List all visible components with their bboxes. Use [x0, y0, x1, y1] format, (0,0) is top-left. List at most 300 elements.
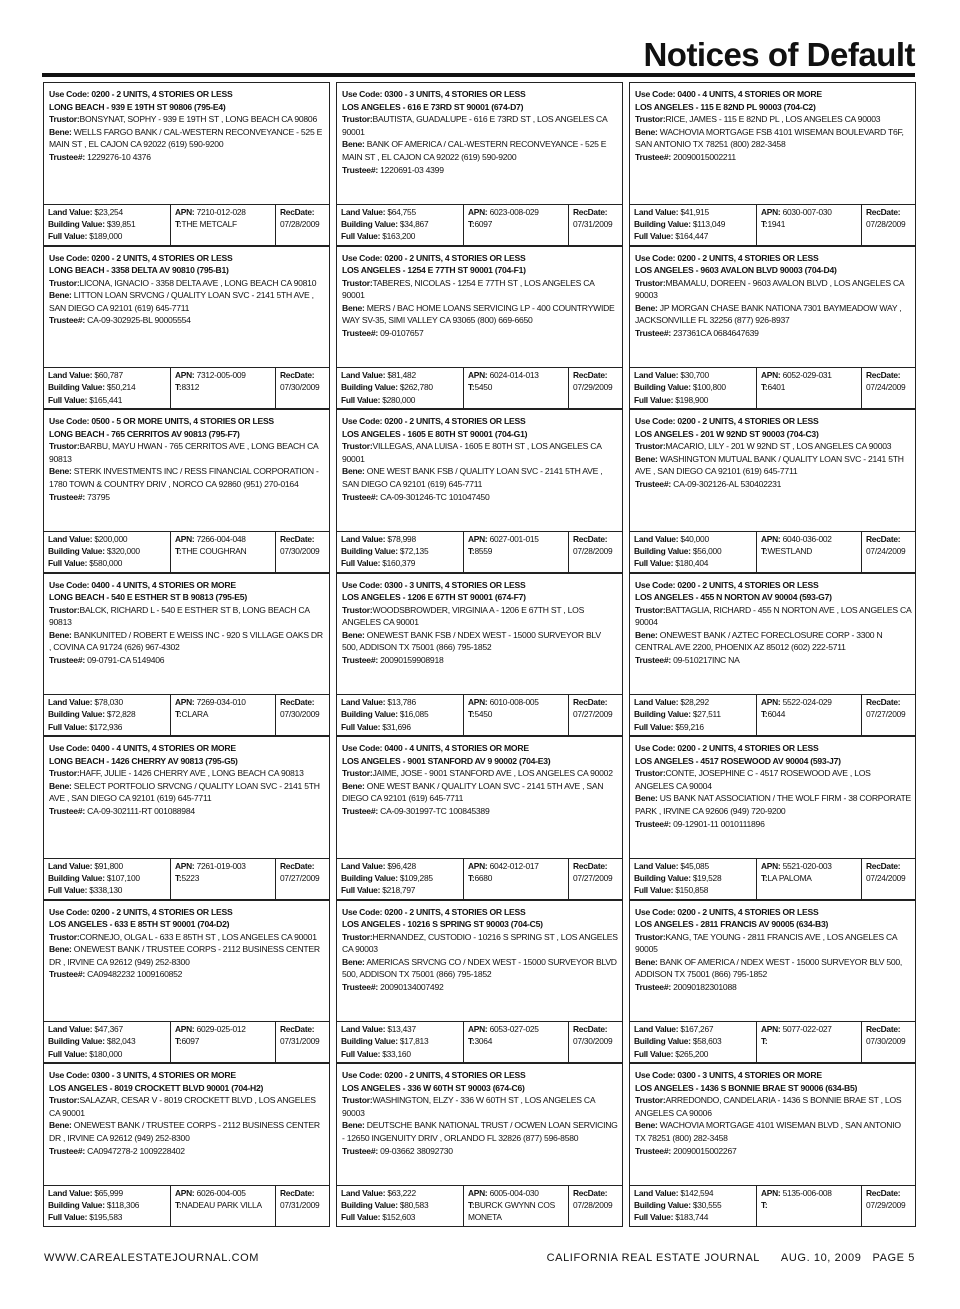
- bene-label: Bene:: [49, 944, 72, 955]
- tract-label: T:: [761, 1036, 768, 1047]
- bene-line: [49, 1119, 325, 1144]
- trustee-line: [49, 491, 325, 504]
- recdate-label: RecDate:: [866, 1024, 901, 1034]
- notice-heading: [342, 252, 618, 277]
- property-address: LOS ANGELES - 9603 AVALON BLVD 90003 (704-D4): [635, 265, 837, 276]
- trustor-label: Trustor:: [49, 441, 80, 452]
- tract-value: 5450: [474, 709, 493, 720]
- property-address: LONG BEACH - 1426 CHERRY AV 90813 (795-G5): [49, 755, 238, 766]
- tract-line: [761, 1035, 858, 1047]
- use-code: Use Code: 0200 - 2 UNITS, 4 STORIES OR LESS: [49, 906, 233, 917]
- full-value-line: [341, 557, 460, 569]
- property-address: LOS ANGELES - 336 W 60TH ST 90003 (674-C6): [342, 1082, 525, 1093]
- trustee-value: 09-0107657: [380, 328, 424, 339]
- values-row: [44, 204, 329, 245]
- trustee-line: [342, 491, 618, 504]
- trustee-line: [49, 654, 325, 667]
- recdate-column: [861, 1022, 915, 1062]
- notice-text: [44, 901, 329, 1022]
- apn-line: [761, 1187, 858, 1199]
- notice-card: [336, 246, 623, 410]
- recdate-value: 07/30/2009: [280, 709, 320, 720]
- full-value-label: Full Value:: [634, 231, 674, 242]
- bene-label: Bene:: [342, 780, 365, 791]
- apn-line: [175, 1023, 272, 1035]
- recdate-value: 07/24/2009: [866, 545, 906, 556]
- building-value: $109,285: [399, 872, 433, 883]
- trustee-line: [49, 805, 325, 818]
- apn-line: [175, 369, 272, 381]
- full-value-line: [341, 1211, 460, 1223]
- notice-heading: [49, 415, 325, 440]
- bene-value: BANK OF AMERICA / NDEX WEST - 15000 SURVEYOR BLV 500, ADDISON TX 75001 (866) 795-1852: [635, 956, 903, 980]
- trustee-label: Trustee#:: [342, 655, 378, 666]
- full-value: $59,216: [675, 721, 704, 732]
- notice-text: [44, 247, 329, 368]
- building-value-label: Building Value:: [341, 872, 398, 883]
- building-value-label: Building Value:: [341, 545, 398, 556]
- trustor-line: [342, 1094, 618, 1119]
- land-value: $91,800: [94, 860, 123, 871]
- notice-text: [44, 1064, 329, 1185]
- apn-line: [175, 1187, 272, 1199]
- full-value-line: [48, 557, 167, 569]
- values-row: [44, 1185, 329, 1226]
- trustor-label: Trustor:: [342, 931, 373, 942]
- notice-text: [630, 247, 915, 368]
- apn-label: APN:: [468, 697, 488, 707]
- recdate-label: RecDate:: [573, 206, 608, 217]
- full-value-line: [341, 230, 460, 242]
- tract-label: T:: [175, 872, 182, 883]
- values-row: [630, 367, 915, 408]
- footer-publication-info: CALIFORNIA REAL ESTATE JOURNAL AUG. 10, 2009 PAGE 5: [546, 1252, 915, 1264]
- building-value-label: Building Value:: [48, 709, 105, 720]
- land-value-line: [341, 696, 460, 708]
- trustor-line: [635, 113, 911, 126]
- trustor-label: Trustor:: [342, 441, 373, 452]
- recdate-label: RecDate:: [280, 1187, 315, 1198]
- building-value-line: [341, 218, 460, 230]
- land-value-label: Land Value:: [48, 370, 93, 380]
- property-address: LOS ANGELES - 1605 E 80TH ST 90001 (704-G1): [342, 428, 528, 439]
- building-value: $320,000: [106, 545, 140, 556]
- trustor-value: MBAMALU, DOREEN - 9603 AVALON BLVD , LOS ANGELES CA 90003: [635, 277, 904, 301]
- use-code: Use Code: 0400 - 4 UNITS, 4 STORIES OR MORE: [342, 743, 529, 753]
- tract-value: 5450: [474, 382, 493, 393]
- building-value-line: [634, 708, 753, 720]
- land-value-line: [634, 206, 753, 218]
- bene-label: Bene:: [342, 956, 365, 967]
- recdate-value: 07/27/2009: [573, 709, 613, 720]
- land-value-line: [48, 206, 167, 218]
- tract-label: T:: [468, 1199, 475, 1210]
- tract-value: 6044: [767, 709, 786, 720]
- trustor-line: [49, 1094, 325, 1119]
- trustor-label: Trustor:: [342, 768, 373, 779]
- building-value-line: [341, 872, 460, 884]
- recdate-value: 07/30/2009: [866, 1036, 906, 1047]
- bene-value: US BANK NAT ASSOCIATION / THE WOLF FIRM - 38 CORPORATE PARK , IRVINE CA 92606 (949) 720-9200: [635, 793, 911, 816]
- bene-value: ONEWEST BANK FSB / NDEX WEST - 15000 SURVEYOR BLV 500, ADDISON TX 75001 (866) 795-1852: [342, 629, 601, 653]
- full-value: $195,583: [89, 1212, 123, 1223]
- tract-value: WESTLAND: [767, 545, 813, 556]
- building-value: $19,528: [692, 872, 722, 883]
- notice-card: [336, 409, 623, 573]
- land-value: $78,998: [387, 533, 416, 544]
- building-value: $262,780: [399, 382, 433, 393]
- full-value-label: Full Value:: [634, 721, 674, 732]
- trustor-line: [49, 277, 325, 290]
- land-value-line: [48, 1187, 167, 1199]
- building-value: $50,214: [106, 382, 136, 393]
- building-value-line: [341, 1035, 460, 1047]
- bene-label: Bene:: [342, 1120, 365, 1131]
- trustee-label: Trustee#:: [49, 969, 85, 980]
- apn-column: [170, 695, 275, 735]
- tract-line: [468, 1199, 565, 1224]
- tract-line: [175, 545, 272, 557]
- values-column: [630, 859, 756, 899]
- tract-line: [761, 381, 858, 393]
- recdate-column: [275, 205, 329, 245]
- bene-value: ONEWEST BANK / TRUSTEE CORPS - 2112 BUSINESS CENTER DR , IRVINE CA 92612 (949) 252-8300: [49, 1120, 320, 1143]
- land-value-label: Land Value:: [634, 370, 679, 380]
- bene-value: STERK INVESTMENTS INC / RESS FINANCIAL CORPORATION - 1780 TOWN & COUNTRY DRIV , NORCO CA 92860 (951) 270-0164: [49, 466, 319, 489]
- recdate-label: RecDate:: [573, 533, 608, 544]
- apn-value: 6053-027-025: [489, 1024, 539, 1034]
- use-code: Use Code: 0200 - 2 UNITS, 4 STORIES OR LESS: [635, 416, 819, 426]
- values-row: [44, 694, 329, 735]
- values-column: [630, 532, 756, 572]
- apn-label: APN:: [468, 206, 488, 217]
- full-value-line: [634, 557, 753, 569]
- building-value: $100,800: [692, 382, 726, 393]
- recdate-column: [568, 205, 622, 245]
- property-address: LOS ANGELES - 1436 S BONNIE BRAE ST 90006 (634-B5): [635, 1082, 858, 1093]
- trustor-label: Trustor:: [49, 604, 80, 615]
- land-value: $23,254: [94, 206, 123, 217]
- building-value-label: Building Value:: [48, 1036, 105, 1047]
- tract-value: 5223: [181, 872, 200, 883]
- recdate-column: [275, 859, 329, 899]
- recdate-value: 07/28/2009: [573, 545, 613, 556]
- recdate-column: [275, 368, 329, 408]
- building-value-line: [634, 381, 753, 393]
- building-value-label: Building Value:: [48, 872, 105, 883]
- apn-line: [468, 696, 565, 708]
- trustor-label: Trustor:: [49, 114, 80, 125]
- full-value: $31,696: [382, 721, 411, 732]
- recdate-label: RecDate:: [866, 1187, 901, 1198]
- property-address: LOS ANGELES - 616 E 73RD ST 90001 (674-D7): [342, 101, 524, 112]
- notice-text: [630, 1064, 915, 1185]
- trustee-label: Trustee#:: [342, 1145, 378, 1156]
- bene-label: Bene:: [49, 629, 72, 640]
- bene-label: Bene:: [635, 956, 658, 967]
- apn-value: 6040-036-002: [782, 533, 832, 544]
- tract-line: [468, 545, 565, 557]
- tract-value: 3064: [474, 1036, 493, 1047]
- trustor-label: Trustor:: [49, 1095, 80, 1106]
- trustee-line: [342, 805, 618, 818]
- land-value-line: [634, 1187, 753, 1199]
- tract-line: [761, 218, 858, 230]
- property-address: LOS ANGELES - 8019 CROCKETT BLVD 90001 (704-H2): [49, 1082, 264, 1093]
- notice-text: [44, 83, 329, 204]
- recdate-value: 07/31/2009: [280, 1199, 320, 1210]
- land-value: $167,267: [680, 1024, 714, 1034]
- building-value-label: Building Value:: [634, 218, 691, 229]
- notice-heading: [635, 415, 911, 440]
- apn-label: APN:: [175, 1024, 195, 1034]
- building-value-label: Building Value:: [341, 218, 398, 229]
- notice-heading: [49, 742, 325, 767]
- land-value-line: [48, 533, 167, 545]
- full-value-line: [341, 721, 460, 733]
- land-value: $60,787: [94, 370, 123, 380]
- trustee-label: Trustee#:: [49, 655, 85, 666]
- building-value-line: [634, 218, 753, 230]
- property-address: LONG BEACH - 939 E 19TH ST 90806 (795-E4): [49, 101, 226, 112]
- trustor-line: [49, 767, 325, 780]
- full-value-label: Full Value:: [634, 558, 674, 569]
- full-value-label: Full Value:: [48, 1048, 88, 1059]
- bene-value: WACHOVIA MORTGAGE FSB 4101 WISEMAN BOULEVARD T6F, SAN ANTONIO TX 78251 (800) 282-3458: [635, 126, 904, 150]
- building-value-line: [634, 1035, 753, 1047]
- full-value-label: Full Value:: [634, 1212, 674, 1223]
- full-value-label: Full Value:: [48, 1212, 88, 1223]
- trustee-value: 1229276-10 4376: [87, 151, 151, 162]
- values-row: [337, 367, 622, 408]
- trustor-line: [49, 931, 325, 944]
- land-value-line: [634, 533, 753, 545]
- apn-line: [761, 206, 858, 218]
- notice-card: [629, 573, 916, 737]
- trustee-value: CA0947278-2 1009228402: [87, 1145, 185, 1156]
- bene-line: [342, 956, 618, 981]
- trustee-value: 09-12901-11 0010111896: [673, 818, 765, 829]
- full-value-label: Full Value:: [48, 558, 88, 569]
- trustor-value: BALCK, RICHARD L - 540 E ESTHER ST B, LONG BEACH CA 90813: [49, 604, 310, 628]
- bene-line: [342, 465, 618, 490]
- notice-card: [43, 736, 330, 900]
- land-value-label: Land Value:: [634, 860, 679, 871]
- bene-label: Bene:: [635, 1120, 658, 1131]
- bene-label: Bene:: [635, 629, 658, 640]
- building-value: $72,135: [399, 545, 429, 556]
- apn-column: [170, 1022, 275, 1062]
- recdate-column: [861, 368, 915, 408]
- apn-value: 6005-004-030: [489, 1187, 539, 1198]
- land-value-label: Land Value:: [48, 697, 93, 707]
- recdate-value: 07/31/2009: [280, 1036, 320, 1047]
- full-value-label: Full Value:: [634, 1048, 674, 1059]
- values-row: [630, 858, 915, 899]
- values-row: [630, 204, 915, 245]
- building-value-line: [341, 1199, 460, 1211]
- trustor-value: CONTE, JOSEPHINE C - 4517 ROSEWOOD AVE , LOS ANGELES CA 90004: [635, 768, 871, 791]
- trustor-line: [635, 277, 911, 302]
- notice-text: [44, 737, 329, 858]
- tract-label: T:: [468, 545, 475, 556]
- values-row: [44, 367, 329, 408]
- apn-line: [468, 860, 565, 872]
- values-column: [44, 1022, 170, 1062]
- building-value: $17,813: [399, 1036, 429, 1047]
- land-value-label: Land Value:: [341, 1187, 386, 1198]
- use-code: Use Code: 0300 - 3 UNITS, 4 STORIES OR MORE: [49, 1070, 236, 1080]
- land-value: $41,915: [680, 206, 709, 217]
- notice-heading: [635, 906, 911, 931]
- trustor-label: Trustor:: [49, 277, 80, 288]
- notice-heading: [49, 906, 325, 931]
- recdate-label: RecDate:: [280, 206, 315, 217]
- property-address: LOS ANGELES - 455 N NORTON AV 90004 (593-G7): [635, 592, 832, 603]
- land-value-line: [48, 696, 167, 708]
- full-value-line: [48, 884, 167, 896]
- trustor-label: Trustor:: [635, 114, 666, 125]
- recdate-label: RecDate:: [280, 1024, 315, 1034]
- apn-label: APN:: [175, 860, 195, 871]
- trustor-label: Trustor:: [635, 1095, 666, 1106]
- use-code: Use Code: 0300 - 3 UNITS, 4 STORIES OR LESS: [342, 89, 526, 99]
- building-value: $39,851: [106, 218, 136, 229]
- building-value: $80,583: [399, 1199, 429, 1210]
- use-code: Use Code: 0200 - 2 UNITS, 4 STORIES OR LESS: [635, 906, 819, 917]
- recdate-column: [568, 695, 622, 735]
- land-value-line: [634, 696, 753, 708]
- apn-line: [468, 206, 565, 218]
- trustee-label: Trustee#:: [635, 655, 671, 666]
- bene-label: Bene:: [635, 126, 658, 137]
- land-value-label: Land Value:: [634, 1024, 679, 1034]
- recdate-label: RecDate:: [573, 697, 608, 707]
- trustor-line: [635, 767, 911, 792]
- bene-value: BANK OF AMERICA / CAL-WESTERN RECONVEYANCE - 525 E MAIN ST , EL CAJON CA 92022 (619) 590-9200: [342, 139, 607, 162]
- building-value-label: Building Value:: [341, 1036, 398, 1047]
- building-value: $30,555: [692, 1199, 722, 1210]
- building-value-line: [48, 381, 167, 393]
- land-value: $65,999: [94, 1187, 123, 1198]
- recdate-label: RecDate:: [280, 697, 315, 707]
- trustee-label: Trustee#:: [342, 805, 378, 816]
- notice-heading: [635, 579, 911, 604]
- recdate-column: [568, 859, 622, 899]
- land-value-label: Land Value:: [634, 1187, 679, 1198]
- apn-label: APN:: [761, 1187, 781, 1198]
- trustor-value: HERNANDEZ, CUSTODIO - 10216 S SPRING ST , LOS ANGELES CA 90003: [342, 931, 618, 955]
- trustee-value: 237361CA 0684647639: [673, 328, 759, 339]
- values-row: [337, 1021, 622, 1062]
- tract-value: 6401: [767, 382, 786, 393]
- apn-label: APN:: [175, 533, 195, 544]
- land-value-label: Land Value:: [341, 697, 386, 707]
- apn-column: [170, 532, 275, 572]
- bene-value: WASHINGTON MUTUAL BANK / QUALITY LOAN SVC - 2141 5TH AVE , SAN DIEGO CA 92101 (619) 645-7711: [635, 453, 904, 477]
- building-value: $118,306: [106, 1199, 140, 1210]
- use-code: Use Code: 0400 - 4 UNITS, 4 STORIES OR MORE: [49, 743, 236, 753]
- trustor-label: Trustor:: [342, 604, 373, 615]
- full-value-line: [634, 1211, 753, 1223]
- tract-value: BURCK GWYNN COS MONETA: [468, 1199, 555, 1223]
- recdate-column: [275, 1186, 329, 1226]
- apn-column: [170, 205, 275, 245]
- recdate-column: [568, 368, 622, 408]
- full-value-line: [48, 230, 167, 242]
- land-value-line: [341, 369, 460, 381]
- bene-label: Bene:: [342, 139, 365, 150]
- tract-value: CLARA: [181, 709, 209, 720]
- trustor-value: HAFF, JULIE - 1426 CHERRY AVE , LONG BEACH CA 90813: [79, 768, 304, 779]
- trustee-value: CA-09-302126-AL 530402231: [673, 478, 782, 489]
- apn-column: [463, 368, 568, 408]
- apn-value: 5135-006-008: [782, 1187, 832, 1198]
- building-value-label: Building Value:: [634, 1199, 691, 1210]
- trustee-value: 20090159908918: [380, 655, 444, 666]
- property-address: LONG BEACH - 3358 DELTA AV 90810 (795-B1): [49, 265, 229, 276]
- apn-value: 6027-001-015: [489, 533, 539, 544]
- full-value: $163,200: [382, 231, 416, 242]
- apn-label: APN:: [468, 1187, 488, 1198]
- apn-value: 6042-012-017: [489, 860, 539, 871]
- bene-label: Bene:: [635, 302, 658, 313]
- land-value: $13,437: [387, 1024, 416, 1034]
- apn-line: [175, 206, 272, 218]
- full-value-line: [48, 1211, 167, 1223]
- building-value-line: [48, 708, 167, 720]
- full-value: $580,000: [89, 558, 123, 569]
- building-value-label: Building Value:: [48, 545, 105, 556]
- bene-value: MERS / BAC HOME LOANS SERVICING LP - 400 COUNTRYWIDE WAY SV-35, SIMI VALLEY CA 93065 (800) 669-6650: [342, 302, 615, 326]
- full-value: $198,900: [675, 394, 709, 405]
- land-value: $30,700: [680, 370, 709, 380]
- bene-value: JP MORGAN CHASE BANK NATIONA 7301 BAYMEADOW WAY , JACKSONVILLE FL 32256 (877) 926-8937: [635, 302, 902, 326]
- notice-text: [337, 574, 622, 695]
- notice-card: [629, 246, 916, 410]
- building-value-line: [341, 708, 460, 720]
- full-value-label: Full Value:: [341, 231, 381, 242]
- notice-card: [629, 900, 916, 1064]
- bene-line: [635, 956, 911, 981]
- tract-line: [175, 218, 272, 230]
- trustee-label: Trustee#:: [342, 491, 378, 502]
- notice-card: [43, 900, 330, 1064]
- notice-text: [337, 1064, 622, 1185]
- property-address: LOS ANGELES - 1254 E 77TH ST 90001 (704-F1): [342, 265, 526, 276]
- bene-value: ONEWEST BANK / AZTEC FORECLOSURE CORP - 3300 N CENTRAL AVE 2200, PHOENIX AZ 85012 (602) 222-5711: [635, 629, 883, 653]
- full-value: $152,603: [382, 1212, 416, 1223]
- values-row: [630, 1185, 915, 1226]
- building-value-label: Building Value:: [634, 382, 691, 393]
- bene-line: [49, 465, 325, 490]
- full-value-line: [48, 394, 167, 406]
- tract-line: [468, 1035, 565, 1047]
- recdate-value: 07/30/2009: [573, 1036, 613, 1047]
- recdate-value: 07/31/2009: [573, 218, 613, 229]
- full-value-line: [634, 721, 753, 733]
- apn-value: 5077-022-027: [782, 1024, 832, 1034]
- full-value: $33,160: [382, 1048, 411, 1059]
- values-column: [337, 532, 463, 572]
- apn-label: APN:: [761, 697, 781, 707]
- full-value-line: [634, 1048, 753, 1060]
- tract-label: T:: [468, 218, 475, 229]
- building-value-line: [634, 872, 753, 884]
- trustee-line: [635, 327, 911, 340]
- trustee-value: CA-09-302111-RT 001088984: [87, 805, 195, 816]
- recdate-column: [568, 1186, 622, 1226]
